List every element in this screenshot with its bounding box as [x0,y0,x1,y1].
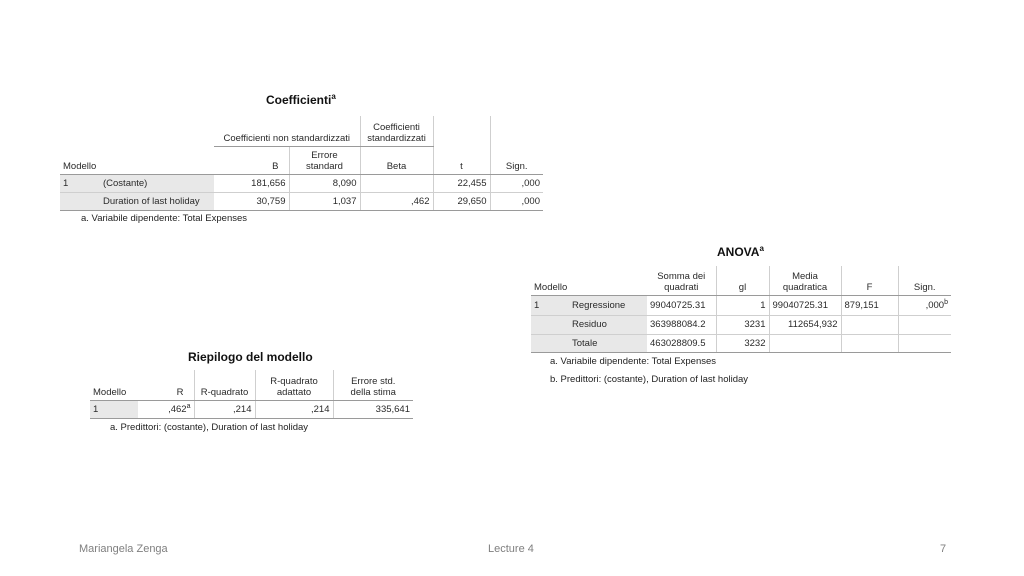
cell-sig [898,334,951,352]
cell-err: 335,641 [333,400,413,418]
table-row [90,400,413,418]
coefficienti-title-text: Coefficienti [266,93,332,107]
coefficienti-footnote: a. Variabile dipendente: Total Expenses [81,213,248,224]
riepilogo-col-r2adj-line1: R-quadrato [270,375,318,387]
footer-lecture: Lecture 4 [488,543,534,555]
cell-b: 30,759 [214,192,289,210]
table-row [531,334,951,352]
riepilogo-col-modello: Modello [90,370,138,400]
col-errore-line2: standard [306,160,343,172]
cell-t: 29,650 [433,192,490,210]
cell-sig: ,000 [490,174,543,192]
row-label: Regressione [569,295,647,315]
anova-table-wrap [531,266,951,353]
cell-f: 879,151 [841,295,898,315]
riepilogo-col-r: R [138,370,194,400]
riepilogo-col-r2adj [255,370,333,400]
anova-table [531,266,951,353]
header-std [360,116,433,146]
coefficienti-table-wrap [60,116,543,211]
row-label: Totale [569,334,647,352]
row-label: Duration of last holiday [100,192,214,210]
col-b [214,146,289,174]
coefficienti-table [60,116,543,211]
col-sign: Sign. [490,146,543,174]
riepilogo-col-err [333,370,413,400]
anova-col-ss-line2: quadrati [664,281,699,293]
row-model: 1 [90,400,138,418]
cell-ss: 463028809.5 [647,334,716,352]
footer-page-number: 7 [940,543,947,555]
cell-beta [360,174,433,192]
anova-title [717,244,764,259]
riepilogo-table-wrap [90,370,413,419]
anova-col-ms [769,266,841,295]
anova-col-ss-line1: Somma dei [657,270,706,282]
row-label: (Costante) [100,174,214,192]
anova-footnote-b: b. Predittori: (costante), Duration of last holiday [550,374,749,385]
cell-ms: 112654,932 [769,315,841,334]
cell-r-value: ,462 [168,404,187,416]
col-beta: Beta [360,146,433,174]
row-model [531,334,569,352]
table-row [531,295,951,315]
col-b-label: B [272,160,279,172]
riepilogo-footnote: a. Predittori: (costante), Duration of last holiday [110,422,309,433]
cell-b: 181,656 [214,174,289,192]
riepilogo-col-err-line2: della stima [350,386,396,398]
table-row [60,174,543,192]
anova-col-ms-line2: quadratica [782,281,828,293]
cell-f [841,315,898,334]
header-std-line2: standardizzati [367,132,426,144]
header-non-std: Coefficienti non standardizzati [214,116,360,146]
row-label: Residuo [569,315,647,334]
cell-sig [898,295,951,315]
anova-title-sup: a [759,244,764,253]
table-row [60,192,543,210]
anova-col-ss [647,266,716,295]
col-t: t [433,146,490,174]
coefficienti-title [266,92,336,107]
table-row [531,315,951,334]
cell-se: 8,090 [289,174,360,192]
cell-r2: ,214 [194,400,255,418]
row-model [531,315,569,334]
row-model: 1 [60,174,100,192]
anova-col-f: F [841,266,898,295]
riepilogo-table [90,370,413,419]
cell-sig-value: ,000 [925,300,945,312]
cell-beta: ,462 [360,192,433,210]
cell-se: 1,037 [289,192,360,210]
col-errore-line1: Errore [311,149,338,161]
cell-f [841,334,898,352]
cell-ms: 99040725.31 [769,295,841,315]
row-model: 1 [531,295,569,315]
riepilogo-title: Riepilogo del modello [188,350,313,364]
anova-title-text: ANOVA [717,245,760,259]
cell-sig-sup: b [944,298,948,306]
header-std-line1: Coefficienti [373,121,420,133]
cell-ss: 363988084.2 [647,315,716,334]
anova-col-gl: gl [716,266,769,295]
col-modello: Modello [60,146,214,174]
row-model [60,192,100,210]
cell-r2adj: ,214 [255,400,333,418]
anova-col-ms-line1: Media [792,270,818,282]
coefficienti-title-sup: a [331,92,336,101]
anova-footnote-a: a. Variabile dipendente: Total Expenses [550,356,717,367]
cell-gl: 3232 [716,334,769,352]
cell-ss: 99040725.31 [647,295,716,315]
col-errore [289,146,360,174]
cell-sig [898,315,951,334]
anova-col-sign: Sign. [898,266,951,295]
riepilogo-col-r2adj-line2: adattato [276,386,312,398]
anova-col-modello: Modello [531,266,647,295]
cell-ms [769,334,841,352]
cell-r-sup: a [186,402,191,410]
riepilogo-col-r2: R-quadrato [194,370,255,400]
riepilogo-col-err-line1: Errore std. [351,375,396,387]
footer-author: Mariangela Zenga [79,543,168,555]
cell-sig: ,000 [490,192,543,210]
cell-t: 22,455 [433,174,490,192]
cell-r [138,400,194,418]
cell-gl: 1 [716,295,769,315]
cell-gl: 3231 [716,315,769,334]
